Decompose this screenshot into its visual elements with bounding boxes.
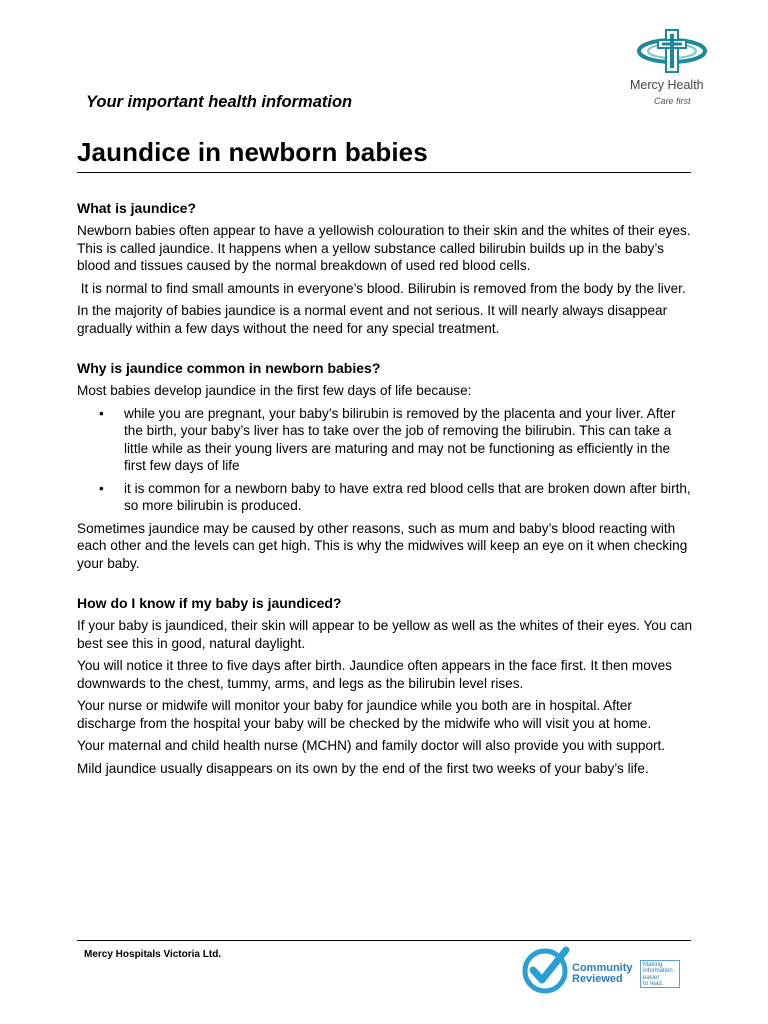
paragraph: It is normal to find small amounts in everyone’s blood. Bilirubin is removed from the body by the liver. (77, 280, 686, 296)
badge-note-line: easier (643, 974, 660, 981)
footer-organisation: Mercy Hospitals Victoria Ltd. (84, 949, 222, 960)
section-what-is-jaundice (77, 200, 693, 337)
cross-emblem-icon (636, 28, 708, 74)
list-item-text: while you are pregnant, your baby’s bilirubin is removed by the placenta and your liver. After the birth, your baby’s liver has to take over the job of removing the bilirubin. This can take a little while as their young livers are maturing and may not be functioning as efficiently in the first few days of life (124, 405, 676, 473)
logo-tagline: Care first (654, 96, 691, 106)
section-how-do-i-know (77, 595, 693, 777)
badge-label (572, 963, 633, 985)
paragraph: Sometimes jaundice may be caused by other reasons, such as mum and baby’s blood reacting with each other and the levels can get high. This is why the midwives will keep an eye on it when checking your baby. (77, 520, 688, 571)
mercy-health-logo (626, 28, 718, 112)
checkmark-circle-icon (520, 946, 572, 994)
paragraph: Newborn babies often appear to have a yellowish colouration to their skin and the whites of their eyes. This is called jaundice. It happens when a yellow substance called bilirubin builds up in the baby’s blood and tissues caused by the normal breakdown of used red blood cells. (77, 223, 691, 273)
bullet-icon: • (99, 480, 104, 496)
section-heading: What is jaundice? (77, 200, 197, 216)
paragraph: Your nurse or midwife will monitor your baby for jaundice while you both are in hospital. After discharge from the hospital your baby will be checked by the midwife who will visit you at home. (77, 698, 652, 731)
logo-name: Mercy Health (630, 78, 704, 92)
section-heading: How do I know if my baby is jaundiced? (77, 595, 342, 611)
page-title: Jaundice in newborn babies (77, 137, 428, 167)
list-item-text: it is common for a newborn baby to have extra red blood cells that are broken down after birth, so more bilirubin is produced. (124, 480, 691, 513)
paragraph: You will notice it three to five days after birth. Jaundice often appears in the face first. It then moves downwards to the chest, tummy, arms, and legs as the bilirubin level rises. (77, 658, 672, 691)
badge-note-line: information (643, 968, 673, 975)
bullet-icon: • (99, 405, 104, 421)
section-heading: Why is jaundice common in newborn babies? (77, 360, 381, 376)
badge-line1: Community (572, 962, 633, 974)
page-subtitle: Your important health information (86, 93, 353, 111)
community-reviewed-badge (520, 946, 684, 994)
paragraph: If your baby is jaundiced, their skin will appear to be yellow as well as the whites of their eyes. You can best see this in good, natural daylight. (77, 618, 693, 651)
badge-note (640, 960, 680, 988)
bullet-list (77, 405, 693, 515)
list-item (77, 480, 693, 515)
badge-note-line: Making (643, 962, 663, 968)
paragraph: Most babies develop jaundice in the first few days of life because: (77, 383, 472, 398)
document-body (77, 200, 693, 800)
section-why-common (77, 360, 693, 572)
paragraph: Your maternal and child health nurse (MCHN) and family doctor will also provide you with support. (77, 738, 666, 753)
paragraph: Mild jaundice usually disappears on its own by the end of the first two weeks of your baby’s life. (77, 760, 649, 776)
paragraph: In the majority of babies jaundice is a normal event and not serious. It will nearly always disappear gradually within a few days without the need for any special treatment. (77, 303, 668, 336)
badge-note-line: to read. (643, 980, 664, 987)
title-divider (77, 172, 691, 173)
list-item (77, 405, 693, 475)
footer-divider (77, 940, 691, 941)
badge-line2: Reviewed (572, 973, 623, 985)
